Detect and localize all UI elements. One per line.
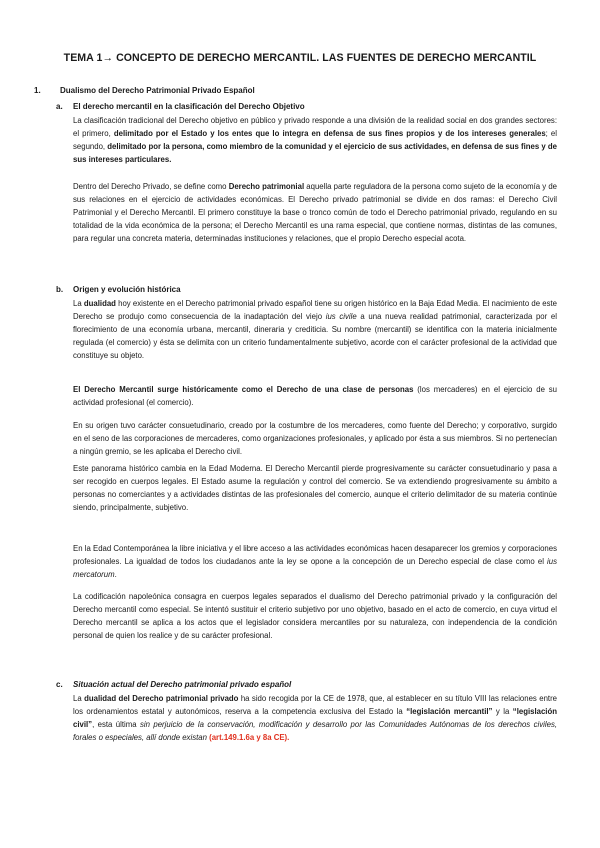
bold-run: Derecho patrimonial xyxy=(228,182,305,191)
section-heading xyxy=(34,86,255,95)
subsection-letter: b. xyxy=(56,285,64,294)
text-run: y la xyxy=(492,707,513,717)
text-run: La xyxy=(73,694,85,703)
subsection-b-heading xyxy=(56,285,181,294)
text-run: La clasificación tradicional del Derecho objetivo en público y privado responde a una división de la realidad social en dos grandes sectores: el primero, xyxy=(73,116,557,139)
bold-run: dualidad xyxy=(83,299,116,308)
paragraph xyxy=(73,180,557,245)
page-title: TEMA 1→ CONCEPTO DE DERECHO MERCANTIL. LAS FUENTES DE DERECHO MERCANTIL xyxy=(63,52,537,64)
text-run: hoy existente en el Derecho patrimonial privado español tiene su origen histórico en la Baja Edad Media. El nacimiento de este Derecho se produjo como consecuencia de la inadaptación del viejo xyxy=(73,299,557,322)
subsection-c-heading xyxy=(56,680,291,689)
subsection-heading-text: El derecho mercantil en la clasificación del Derecho Objetivo xyxy=(73,102,305,111)
text-run: Dentro del Derecho Privado, se define como xyxy=(73,182,229,191)
paragraph xyxy=(73,692,557,744)
section-heading-text: Dualismo del Derecho Patrimonial Privado Español xyxy=(60,86,255,95)
paragraph xyxy=(73,114,557,166)
paragraph xyxy=(73,542,557,581)
subsection-heading-text: Origen y evolución histórica xyxy=(73,285,181,294)
subsection-letter: c. xyxy=(56,680,63,689)
text-run: , esta última xyxy=(92,720,140,730)
italic-run: sin perjuicio de la conservación, modificación y desarrollo por las Comunidades Autónomas de los derechos civiles, forales o especiales, allí donde existan xyxy=(73,720,558,743)
bold-run: dualidad del Derecho patrimonial privado xyxy=(84,694,239,703)
paragraph xyxy=(73,383,557,409)
subsection-a-heading xyxy=(56,102,305,111)
bold-run: delimitado por el Estado y los entes que lo integra en defensa de sus fines propios y de los intereses generales xyxy=(113,129,546,139)
text-run: La xyxy=(73,299,84,308)
bold-run: “legislación mercantil” xyxy=(406,707,493,717)
paragraph: La codificación napoleónica consagra en cuerpos legales separados el dualismo del Derecho patrimonial privado y la configuración del Derecho mercantil como especial. Se intentó sustituir el criterio subjetivo por uno objetivo, basado en el acto de comercio, en cuya virtud el Derecho mercantil se aplica a los actos que el legislador considera mercantiles por su naturaleza, con independencia de la condición personal de quien los realice y de su carácter profesional. xyxy=(73,592,557,641)
paragraph xyxy=(73,297,557,362)
paragraph: Este panorama histórico cambia en la Edad Moderna. El Derecho Mercantil pierde progresivamente su carácter consuetudinario y pasa a ser recogido en cuerpos legales. El Estado asume la regulación y control del comercio. Se va extendiendo progresivamente su ámbito a personas no comerciantes y a actividades distintas de las profesionales del comercio, aunque el criterio delimitador de su materia continúe siendo, principalmente, subjetivo. xyxy=(73,464,557,513)
italic-run: ius mercatorum xyxy=(73,557,557,580)
section-number: 1. xyxy=(34,86,41,95)
bold-run: El Derecho Mercantil surge históricamente como el Derecho de una clase de personas xyxy=(73,385,414,394)
text-run: (los mercaderes) en el ejercicio de su actividad profesional (el comercio). xyxy=(73,385,557,408)
paragraph: En su origen tuvo carácter consuetudinario, creado por la costumbre de los mercaderes, como fuente del Derecho; y corporativo, surgido en el seno de las corporaciones de mercaderes, como organizaciones profesionales, y aplicado por ésta a sus miembros. Si no pertenecían a ningún gremio, se les aplicaba el Derecho civil. xyxy=(73,421,557,457)
italic-run: ius civile xyxy=(325,312,357,322)
bold-run: delimitado por la persona, como miembro de la comunidad y el ejercicio de sus actividades, en defensa de sus fines y de sus intereses particulares. xyxy=(73,142,557,165)
text-run: ; el segundo, xyxy=(73,129,557,152)
text-run: ha sido recogida por la CE de 1978, que, al establecer en su título VIII las relaciones entre los ordenamientos estatal y autonómicos, reserva a la competencia exclusiva del Estado la xyxy=(73,694,558,717)
text-run: a una nueva realidad patrimonial, caracterizada por el florecimiento de una economía urbana, mercantil, dineraria y crediticia. Su nombre (mercantil) se identifica con la materia inicialmente regulada (el comercio) y ésta se delimita con un criterio fundamentalmente subjetivo, acorde con el carácter profesional de la actividad que constituye su objeto. xyxy=(73,312,557,361)
text-run: aquella parte reguladora de la persona como sujeto de la economía y de sus relaciones en el ejercicio de actividades económicas. El Derecho privado patrimonial se divide en dos ramas: el Derecho Civil Patrimonial y el Derecho Mercantil. El primero constituye la base o tronco común de todo el Derecho patrimonial privado, regulando en su totalidad de la vida económica de la persona; el Derecho Mercantil es una rama especial, que contiene normas, distintas de las comunes, para regular una concreta materia, determinadas instituciones y relaciones, que el propio Derecho especial acota. xyxy=(73,182,558,244)
subsection-letter: a. xyxy=(56,102,63,111)
text-run: . xyxy=(114,570,117,580)
article-reference: (art.149.1.6a y 8a CE). xyxy=(209,733,290,743)
text-run: En la Edad Contemporánea la libre iniciativa y el libre acceso a las actividades económicas hacen desaparecer los gremios y corporaciones profesionales. La igualdad de todos los ciudadanos ante la ley se opone a la concepción de un Derecho especial de clase como el xyxy=(73,544,557,567)
subsection-heading-text: Situación actual del Derecho patrimonial privado español xyxy=(73,680,292,689)
bold-run: “legislación civil” xyxy=(73,707,557,730)
